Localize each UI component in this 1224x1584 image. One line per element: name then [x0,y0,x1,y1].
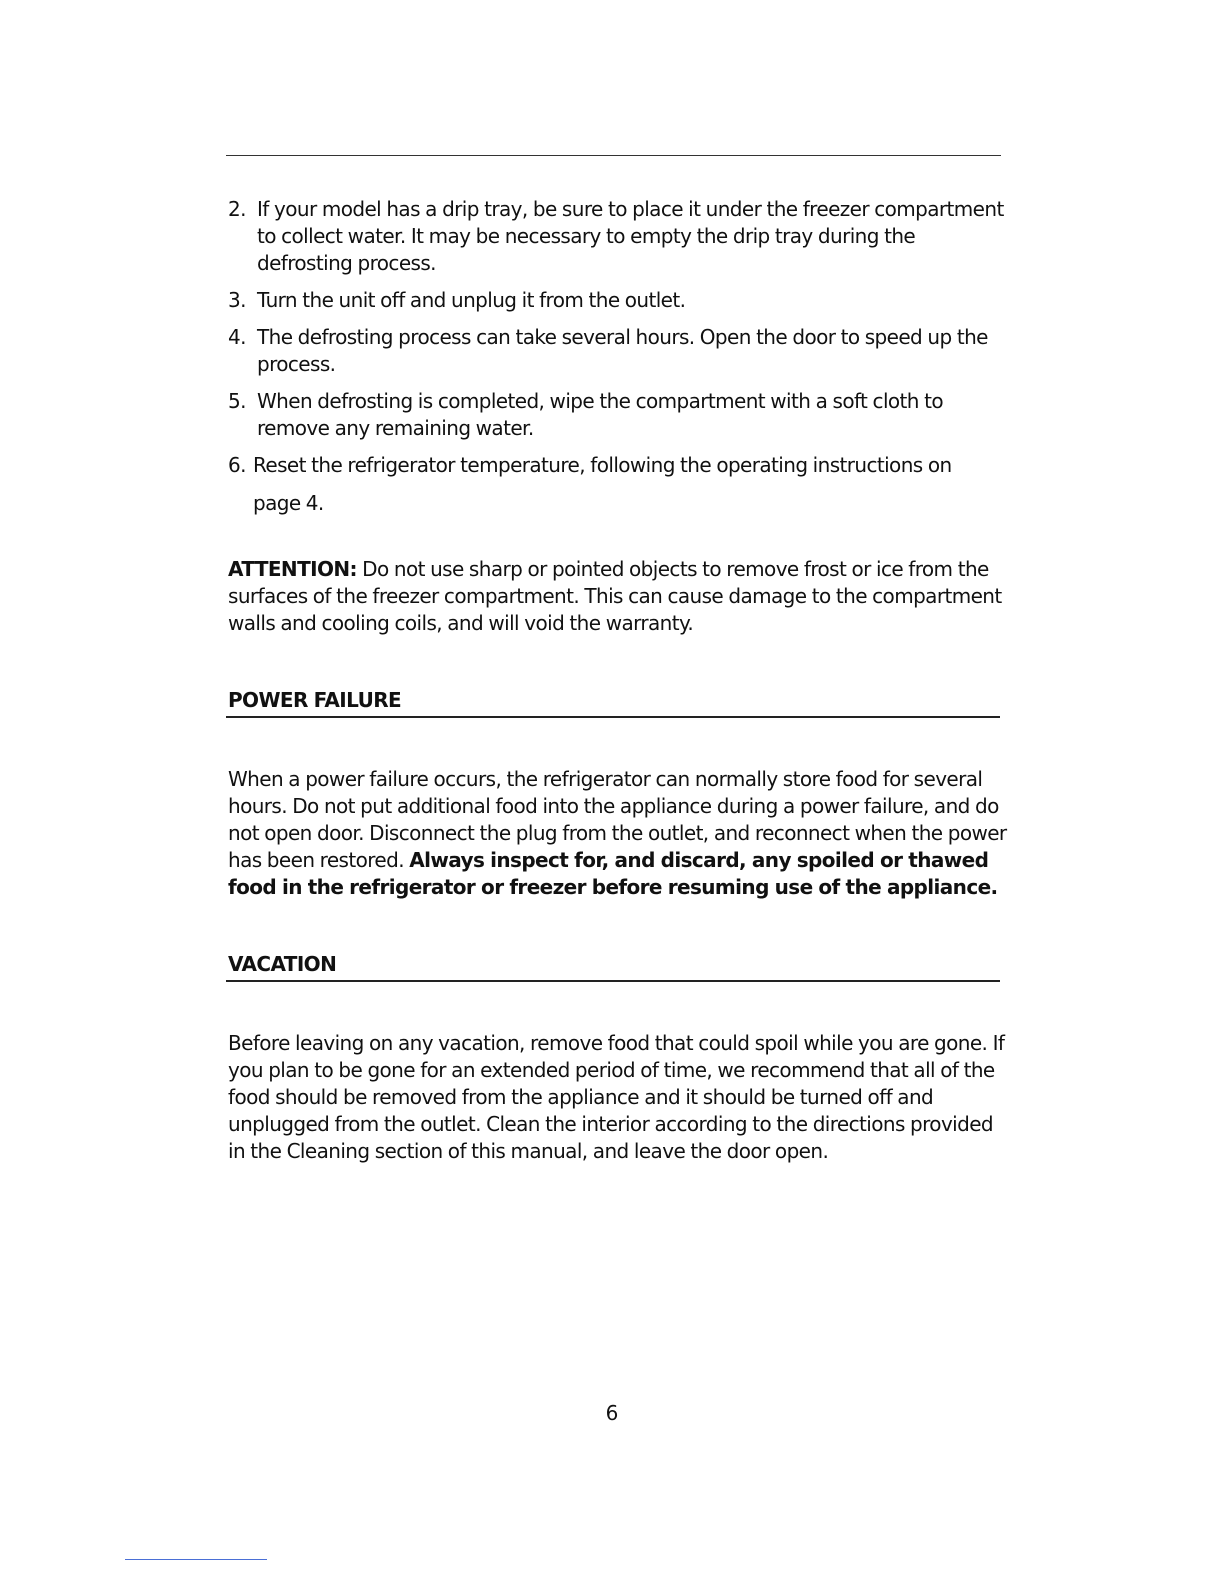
step-number: 4. [228,325,246,349]
power-failure-text: When a power failure occurs, the refrigerator can normally store food for several hours. Do not put additional food into the appliance during a power failure, and do not open door. Disconnect the plug from the outlet, and reconnect when the power has been restored. [228,767,1007,872]
footer-link-underline [125,1559,267,1560]
attention-label: ATTENTION: [228,557,357,581]
list-item [228,196,1008,277]
step-number: 2. [228,197,246,221]
step-number: 5. [228,389,246,413]
vacation-body: Before leaving on any vacation, remove food that could spoil while you are gone. If you plan to be gone for an extended period of time, we recommend that all of the food should be removed from the appliance and it should be turned off and unplugged from the outlet. Clean the interior according to the directions provided in the Cleaning section of this manual, and leave the door open. [228,1031,1005,1163]
step-text: Reset the refrigerator temperature, following the operating instructions on [253,453,952,477]
defrost-steps-list [228,196,1008,522]
list-item [228,446,1008,522]
step-number: 3. [228,288,246,312]
step-text-continuation: page 4. [253,491,324,515]
power-failure-body [228,766,1008,901]
list-item [228,388,1008,442]
power-failure-heading: POWER FAILURE [226,687,1000,718]
step-text: When defrosting is completed, wipe the compartment with a soft cloth to remove any remaining water. [257,389,943,440]
power-failure-warning: Always inspect for, and discard, any spoiled or thawed food in the refrigerator or freezer before resuming use of the appliance. [228,848,998,899]
page-number: 6 [605,1401,619,1425]
vacation-heading: VACATION [226,951,1000,982]
list-item [228,287,1008,314]
step-text: Turn the unit off and unplug it from the outlet. [257,288,686,312]
step-text: The defrosting process can take several hours. Open the door to speed up the process. [257,325,988,376]
attention-note [228,556,1008,637]
page-content [228,196,1008,1185]
list-item [228,324,1008,378]
header-divider [226,155,1001,156]
step-text: If your model has a drip tray, be sure to place it under the freezer compartment to collect water. It may be necessary to empty the drip tray during the defrosting process. [257,197,1004,275]
step-number: 6. [228,453,246,477]
attention-text: Do not use sharp or pointed objects to remove frost or ice from the surfaces of the freezer compartment. This can cause damage to the compartment walls and cooling coils, and will void the warranty. [228,557,1002,635]
